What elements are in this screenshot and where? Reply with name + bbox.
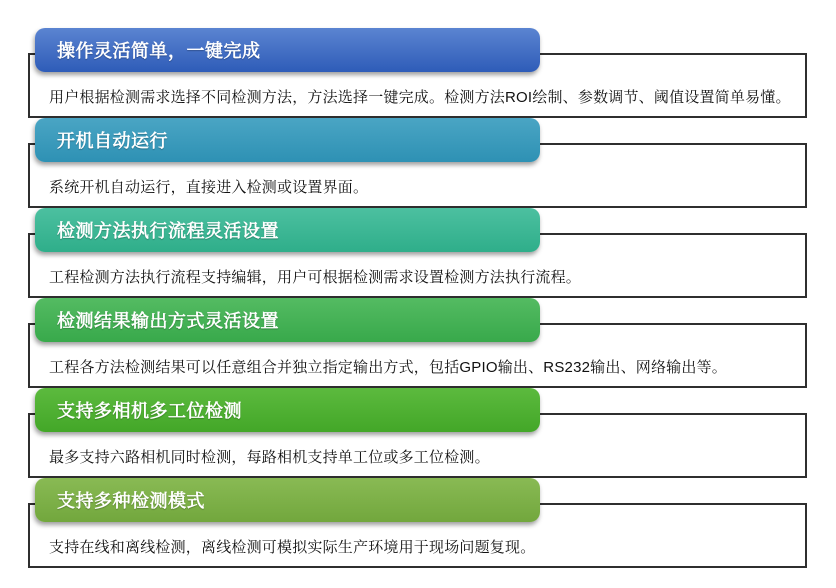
feature-section-5: [28, 388, 807, 478]
feature-title: 检测方法执行流程灵活设置: [57, 221, 279, 241]
feature-section-4: [28, 298, 807, 388]
feature-description: 支持在线和离线检测，离线检测可模拟实际生产环境用于现场问题复现。: [49, 539, 536, 556]
feature-title: 检测结果输出方式灵活设置: [57, 311, 279, 331]
feature-title: 支持多相机多工位检测: [57, 401, 242, 421]
feature-description: 最多支持六路相机同时检测，每路相机支持单工位或多工位检测。: [49, 449, 490, 466]
feature-section-1: [28, 28, 807, 118]
feature-description: 系统开机自动运行，直接进入检测或设置界面。: [49, 179, 369, 196]
feature-description: 工程检测方法执行流程支持编辑，用户可根据检测需求设置检测方法执行流程。: [49, 269, 582, 286]
feature-section-2: [28, 118, 807, 208]
feature-banner: [35, 28, 540, 72]
feature-description: 用户根据检测需求选择不同检测方法，方法选择一键完成。检测方法ROI绘制、参数调节、阈值设置简单易懂。: [49, 89, 791, 106]
feature-section-6: [28, 478, 807, 568]
feature-banner: [35, 478, 540, 522]
feature-section-3: [28, 208, 807, 298]
feature-banner: [35, 298, 540, 342]
feature-title: 操作灵活简单，一键完成: [57, 41, 261, 61]
feature-description: 工程各方法检测结果可以任意组合并独立指定输出方式，包括GPIO输出、RS232输出、网络输出等。: [49, 359, 727, 376]
feature-title: 开机自动运行: [57, 131, 168, 151]
feature-title: 支持多种检测模式: [57, 491, 205, 511]
feature-banner: [35, 388, 540, 432]
feature-banner: [35, 118, 540, 162]
feature-banner: [35, 208, 540, 252]
